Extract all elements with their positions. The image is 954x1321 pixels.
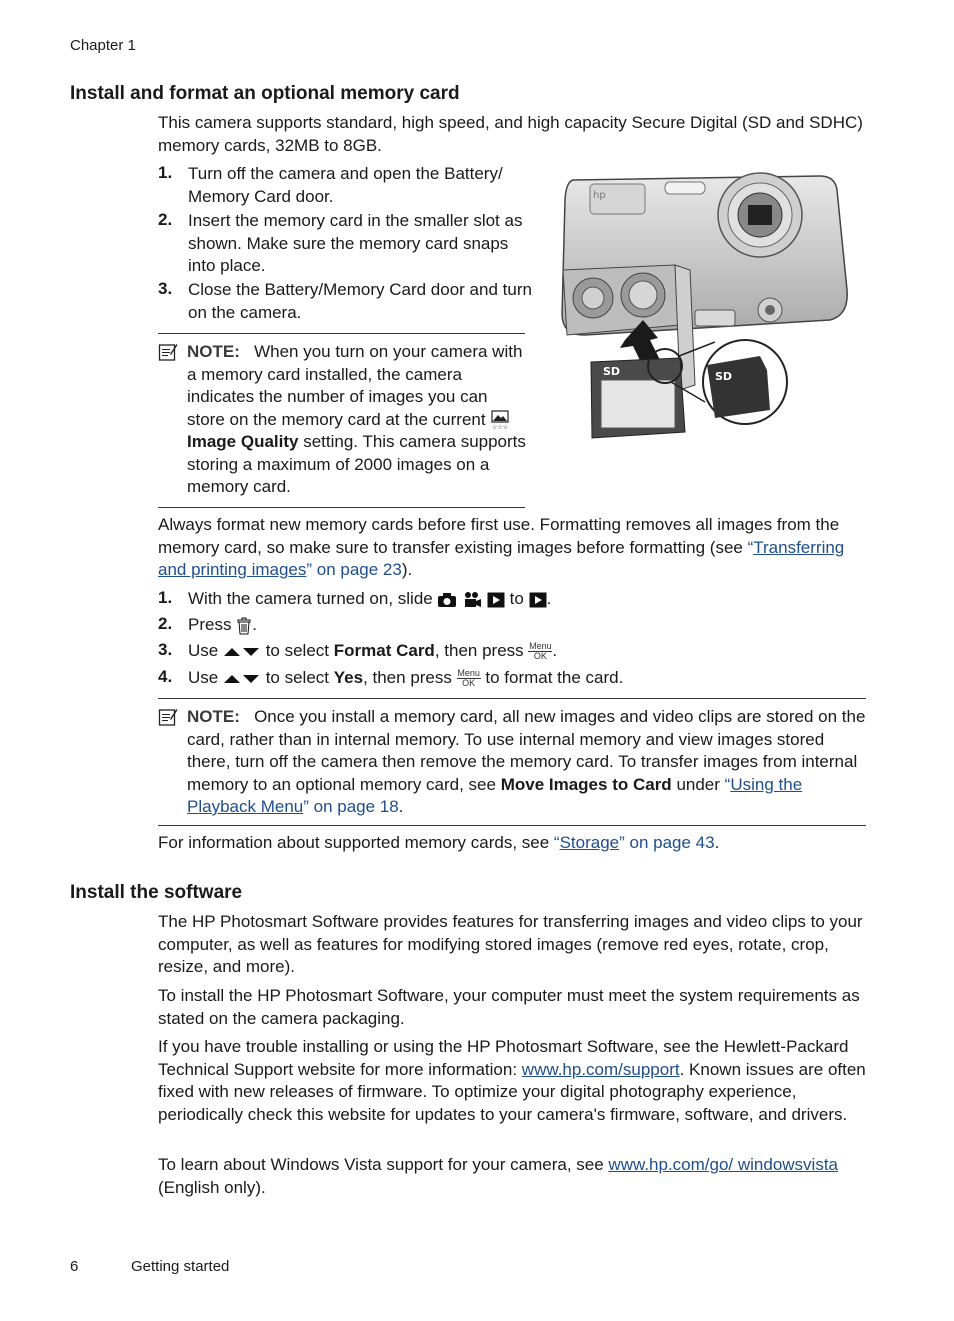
vista-text: To learn about Windows Vista support for your camera, see (158, 1155, 609, 1174)
step-text: Turn off the camera and open the Battery/ Memory Card door. (188, 164, 503, 206)
page-number: 6 (70, 1258, 79, 1275)
menu-ok-icon (528, 642, 552, 661)
storage-paragraph (158, 832, 868, 855)
step-text: , then press (434, 641, 524, 660)
playback-menu-link[interactable]: Using the Playback Menu (187, 774, 803, 816)
ok-label: OK (528, 651, 552, 661)
support-text: If you have trouble installing or using the HP Photosmart Software, see the Hewlett-Packard Technical Support website for more information: (158, 1037, 849, 1079)
note-divider (158, 333, 525, 334)
note-text: When you turn on your camera with a memory card installed, the camera indicates the number of images you can store on the memory card at the current (187, 342, 523, 429)
format-step-2 (188, 614, 257, 637)
move-images-label: Move Images to Card (500, 774, 672, 794)
playback-icon (529, 592, 547, 608)
intro-paragraph: This camera supports standard, high speed, and high capacity Secure Digital (SD and SDHC) memory cards, 32MB to 8GB. (158, 113, 863, 155)
format-step-1 (188, 588, 551, 611)
image-quality-label: Image Quality (187, 432, 299, 451)
video-mode-icon (462, 591, 482, 609)
step-text: . (546, 589, 552, 608)
step-text: Use (188, 668, 219, 687)
note-text: Once you install a memory card, all new images and video clips are stored on the card, rather than in internal memory. To use internal memory and view images stored there, turn off the camera then remove the memory card. To transfer images from internal memory to an optional memory card, see (187, 707, 866, 794)
step-text: . (552, 641, 558, 660)
format-paragraph (158, 514, 868, 582)
step-number: 3. (158, 279, 173, 298)
menu-label: Menu (529, 641, 552, 652)
note-text: under (676, 774, 720, 794)
step-text: to select (265, 668, 330, 687)
note-icon (158, 707, 178, 727)
menu-label: Menu (457, 668, 480, 679)
svg-text:SD: SD (603, 365, 621, 378)
section-title-software: Install the software (70, 882, 243, 903)
step-text: . (252, 615, 257, 634)
format-step-4 (188, 667, 623, 690)
link-quote: “ (553, 833, 560, 852)
format-card-label: Format Card (333, 641, 435, 660)
storage-text: For information about supported memory cards, see (158, 833, 554, 852)
note-label: NOTE: (187, 707, 240, 726)
step-number: 1. (158, 588, 173, 607)
yes-label: Yes (333, 668, 364, 687)
hp-support-link[interactable]: www.hp.com/support (521, 1059, 680, 1079)
step-text: to select (265, 641, 330, 660)
camera-mode-icon (437, 592, 457, 608)
step-text: Press (188, 615, 232, 634)
image-quality-icon (490, 410, 510, 430)
note-divider (158, 825, 866, 826)
format-step-3 (188, 640, 557, 663)
format-text-end: ). (401, 560, 413, 579)
storage-text-end: . (714, 833, 720, 852)
note-divider (158, 507, 525, 508)
software-paragraph-4 (158, 1154, 870, 1199)
menu-ok-icon (457, 669, 481, 688)
playback-icon (487, 592, 505, 608)
footer-section: Getting started (131, 1258, 230, 1275)
format-text: Always format new memory cards before first use. Formatting removes all images from the memory card, so make sure to transfer existing images before formatting (see (158, 515, 840, 557)
link-page-ref: ” on page 43 (619, 833, 715, 852)
vista-text-end: (English only). (158, 1177, 266, 1197)
step-text: Close the Battery/Memory Card door and turn on the camera. (188, 280, 532, 322)
note-icon (158, 342, 178, 362)
note-text-end: . (398, 797, 404, 816)
chapter-header: Chapter 1 (70, 37, 136, 54)
up-down-arrows-icon (223, 646, 261, 658)
step-text: Use (188, 641, 219, 660)
svg-text:hp: hp (593, 190, 606, 201)
ok-label: OK (457, 678, 481, 688)
step-text: to (509, 589, 524, 608)
up-down-arrows-icon (223, 673, 261, 685)
software-paragraph-1: The HP Photosmart Software provides features for transferring images and video clips to your computer, as well as features for modifying stored images (remove red eyes, rotate, crop, resize, and more). (158, 912, 863, 976)
svg-text:☆☆☆: ☆☆☆ (492, 424, 509, 431)
svg-text:SD: SD (715, 370, 733, 383)
transferring-link[interactable]: Transferring and printing images (158, 537, 845, 579)
windows-vista-link[interactable]: www.hp.com/go/ windowsvista (608, 1155, 839, 1174)
step-number: 1. (158, 163, 173, 182)
step-number: 2. (158, 614, 173, 633)
step-number: 2. (158, 210, 173, 229)
note-label: NOTE: (187, 342, 240, 361)
software-paragraph-3 (158, 1036, 870, 1126)
support-text-end: . Known issues are often fixed with new releases of firmware. To optimize your digital photography experience, periodically check this website for updates to your camera's firmware, software, and drivers. (158, 1059, 866, 1124)
storage-link[interactable]: Storage (559, 833, 620, 852)
trash-icon (236, 617, 252, 635)
link-quote: “ (724, 774, 731, 794)
note-body (187, 706, 869, 819)
link-page-ref: ” on page 23 (306, 560, 402, 579)
link-quote: “ (747, 537, 754, 557)
note-body (187, 341, 527, 499)
camera-memory-card-illustration (555, 170, 855, 442)
section-title-memory-card: Install and format an optional memory card (70, 83, 460, 104)
note-text-end: setting. This camera supports storing a maximum of 2000 images on a memory card. (187, 432, 526, 496)
step-number: 4. (158, 667, 173, 686)
step-number: 3. (158, 640, 173, 659)
software-paragraph-2: To install the HP Photosmart Software, your computer must meet the system requirements as stated on the camera packaging. (158, 986, 860, 1028)
step-text: , then press (363, 668, 452, 687)
step-text: With the camera turned on, slide (188, 589, 433, 608)
link-page-ref: ” on page 18 (303, 797, 399, 816)
step-text: Insert the memory card in the smaller slot as shown. Make sure the memory card snaps into place. (188, 211, 523, 275)
step-text: to format the card. (485, 668, 624, 687)
note-divider (158, 698, 866, 699)
